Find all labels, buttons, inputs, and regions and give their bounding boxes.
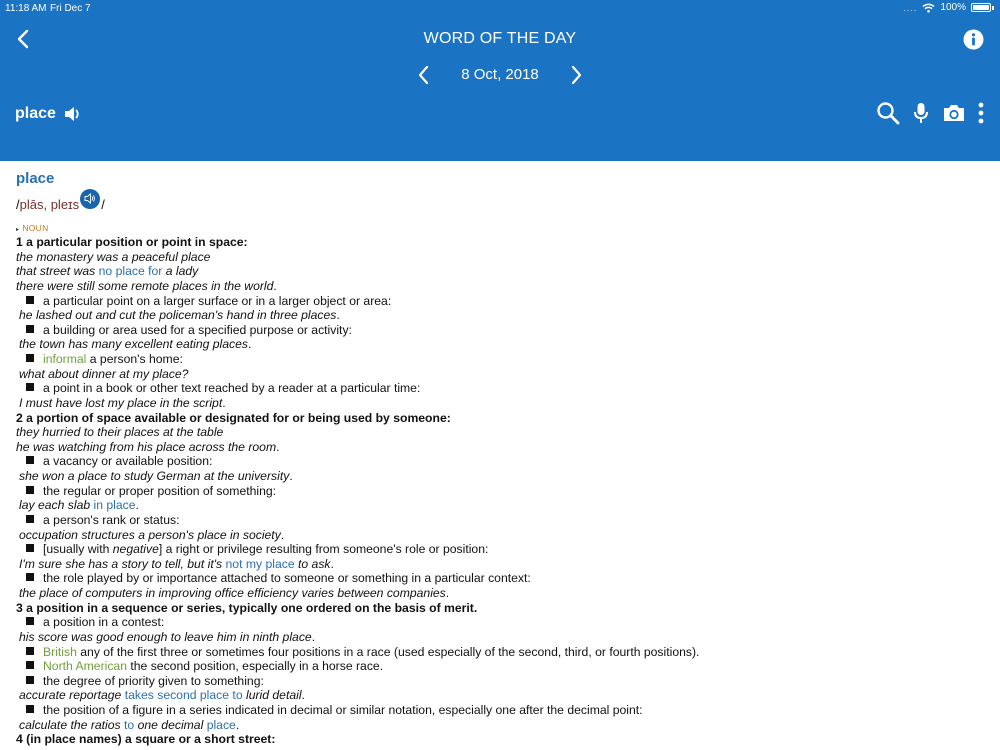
bullet-square-icon (26, 617, 34, 625)
text-segment: the place of computers in improving office efficiency varies between companies (19, 586, 446, 600)
punctuation: . (222, 395, 226, 410)
punctuation: . (235, 717, 240, 732)
search-button[interactable] (876, 101, 900, 125)
example-line (16, 367, 986, 382)
wifi-icon (922, 3, 935, 13)
example-line (16, 264, 986, 279)
search-icon (876, 101, 900, 125)
text-segment: a position in a sequence or series, typically one ordered on the basis of merit. (22, 600, 478, 615)
bullet-square-icon (26, 325, 34, 333)
bullet-square-icon (26, 676, 34, 684)
text-segment: his score was good enough to leave him in ninth place (19, 629, 312, 644)
example-line (16, 528, 986, 543)
example-line (16, 250, 986, 265)
pos-label: NOUN (22, 223, 49, 233)
info-icon[interactable] (963, 29, 984, 50)
more-button[interactable] (976, 101, 986, 125)
text-segment: one decimal (134, 717, 207, 732)
subsense-line (16, 615, 986, 630)
status-time: 11:18 AM (5, 3, 47, 14)
example-line (16, 718, 986, 733)
pron-open: / (16, 197, 20, 212)
battery-cap (992, 6, 994, 10)
sense-line (16, 235, 986, 250)
phrase-link[interactable]: in place (93, 498, 136, 513)
text-segment: accurate reportage (19, 688, 125, 703)
text-segment: the second position, especially in a horse race. (127, 659, 384, 674)
chevron-right-icon[interactable] (565, 64, 587, 86)
punctuation: . (301, 688, 305, 703)
text-segment: she won a place to study German at the university (19, 469, 290, 483)
punctuation: . (135, 498, 139, 513)
register-label: North American (43, 659, 127, 674)
phrase-link[interactable]: place (206, 717, 236, 732)
subsense-line (16, 703, 986, 718)
bullet-square-icon (26, 486, 34, 494)
subsense-line (16, 381, 986, 396)
example-line (16, 425, 986, 440)
page-title: WORD OF THE DAY (423, 30, 577, 47)
speaker-icon (84, 193, 96, 204)
text-segment: ] a right or privilege resulting from someone's role or position: (158, 542, 489, 557)
sense-line (16, 601, 986, 616)
sense-number: 4 (16, 732, 23, 747)
text-segment: lay each slab (19, 498, 94, 513)
text-segment: a portion of space available or designated for or being used by someone: (22, 410, 451, 425)
punctuation: . (280, 527, 285, 542)
status-right (903, 2, 994, 13)
text-segment: a point in a book or other text reached by a reader at a particular time: (43, 381, 421, 396)
speaker-icon[interactable] (63, 105, 83, 123)
sense-line (16, 411, 986, 426)
battery-icon (971, 3, 991, 12)
subsense-line (16, 454, 986, 469)
subsense-line (16, 674, 986, 689)
pron-text: plās, pleɪs (19, 197, 80, 212)
example-line (16, 337, 986, 352)
bullet-square-icon (26, 661, 34, 669)
example-line (16, 586, 986, 601)
bullet-square-icon (26, 456, 34, 464)
subsense-line (16, 352, 986, 367)
subsense-line (16, 659, 986, 674)
sense-number: 3 (16, 600, 23, 615)
text-segment: the town has many excellent eating places (19, 337, 248, 352)
more-vertical-icon (978, 102, 984, 124)
text-segment: the role played by or importance attached to someone or something in a particular context: (43, 571, 531, 586)
current-date: 8 Oct, 2018 (461, 66, 539, 83)
text-segment: I must have lost my place in the script (19, 395, 223, 410)
text-segment: occupation structures a person's place in society (19, 527, 281, 542)
pron-close: / (101, 197, 105, 212)
status-bar (0, 0, 1000, 16)
text-segment: a particular point on a larger surface or in a larger object or area: (43, 293, 392, 308)
subsense-line (16, 542, 986, 557)
subsense-line (16, 513, 986, 528)
bullet-square-icon (26, 354, 34, 362)
status-date: Fri Dec 7 (50, 3, 91, 14)
phrase-link[interactable]: not my place (225, 556, 295, 571)
text-segment: to ask (294, 556, 331, 571)
text-segment: what about dinner at my place? (19, 366, 189, 381)
phrase-link[interactable]: takes second place to (124, 688, 243, 703)
text-segment: a person's home: (86, 352, 183, 366)
bullet-square-icon (26, 705, 34, 713)
headword: place (16, 170, 55, 187)
example-line (16, 498, 986, 513)
text-segment: a lady (162, 264, 199, 279)
pronunciation-audio-button[interactable] (80, 189, 100, 209)
triangle-icon: ▸ (16, 227, 20, 233)
bullet-square-icon (26, 515, 34, 523)
signal-dots: .... (903, 2, 918, 13)
text-segment: that street was (16, 264, 99, 279)
punctuation: . (248, 337, 252, 352)
text-segment: there were still some remote places in the world (16, 278, 274, 293)
bullet-square-icon (26, 647, 34, 655)
bullet-square-icon (26, 573, 34, 581)
definition-list (16, 235, 986, 747)
text-segment: any of the first three or sometimes four positions in a race (used especially of the second, third, or fourth positions). (76, 644, 700, 659)
voice-search-button[interactable] (909, 101, 933, 125)
camera-search-button[interactable] (942, 101, 966, 125)
subsense-line (16, 645, 986, 660)
text-segment: the regular or proper position of something: (43, 483, 277, 498)
sense-line (16, 732, 986, 747)
entry-content (15, 161, 995, 750)
text-segment: calculate the ratios (19, 717, 125, 732)
example-line (16, 396, 986, 411)
punctuation: . (289, 469, 293, 483)
text-segment: he was watching from his place across the room (16, 439, 277, 454)
sense-number: 2 (16, 410, 23, 425)
punctuation: . (311, 629, 316, 644)
pronunciation (16, 197, 105, 212)
example-line (16, 440, 986, 455)
toolbar (876, 101, 986, 125)
camera-icon (942, 102, 966, 124)
text-segment: a position in a contest: (43, 615, 165, 630)
text-segment: the monastery was a peaceful place (16, 249, 211, 264)
text-segment: the degree of priority given to something: (43, 673, 264, 688)
search-word[interactable]: place (15, 105, 56, 122)
text-segment: they hurried to their places at the table (16, 425, 224, 440)
punctuation: . (276, 439, 280, 454)
example-line (16, 630, 986, 645)
punctuation: . (273, 278, 277, 293)
text-segment: (in place names) a square or a short street: (22, 732, 276, 747)
text-segment: the position of a figure in a series indicated in decimal or similar notation, especially one after the decimal point: (43, 703, 643, 717)
microphone-icon (912, 101, 930, 125)
sense-number: 1 (16, 235, 23, 249)
subsense-line (16, 484, 986, 499)
subsense-line (16, 294, 986, 309)
example-line (16, 688, 986, 703)
text-segment: a particular position or point in space: (22, 235, 248, 249)
text-segment: [usually with (43, 542, 113, 557)
text-segment: he lashed out and cut the policeman's hand in three places (19, 308, 337, 323)
bullet-square-icon (26, 383, 34, 391)
example-line (16, 469, 986, 484)
example-line (16, 557, 986, 572)
example-line (16, 308, 986, 323)
subsense-line (16, 571, 986, 586)
search-word-row (15, 103, 83, 125)
phrase-link[interactable]: to (124, 717, 135, 732)
date-navigator (0, 64, 1000, 86)
subsense-line (16, 323, 986, 338)
battery-percent: 100% (940, 2, 966, 13)
text-segment: a person's rank or status: (43, 512, 180, 527)
text-segment: lurid detail (242, 688, 302, 703)
grammar-note: negative (112, 542, 159, 557)
bullet-square-icon (26, 296, 34, 304)
register-label: British (43, 644, 77, 659)
text-segment: a building or area used for a specified purpose or activity: (43, 322, 352, 337)
text-segment: a vacancy or available position: (43, 454, 213, 469)
punctuation: . (336, 308, 340, 323)
phrase-link[interactable]: no place for (98, 264, 163, 279)
punctuation: . (445, 586, 450, 600)
part-of-speech (16, 223, 49, 233)
bullet-square-icon (26, 544, 34, 552)
register-label: informal (43, 352, 87, 366)
example-line (16, 279, 986, 294)
punctuation: . (330, 556, 334, 571)
text-segment: I'm sure she has a story to tell, but it's (19, 556, 226, 571)
top-bar (0, 0, 1000, 161)
